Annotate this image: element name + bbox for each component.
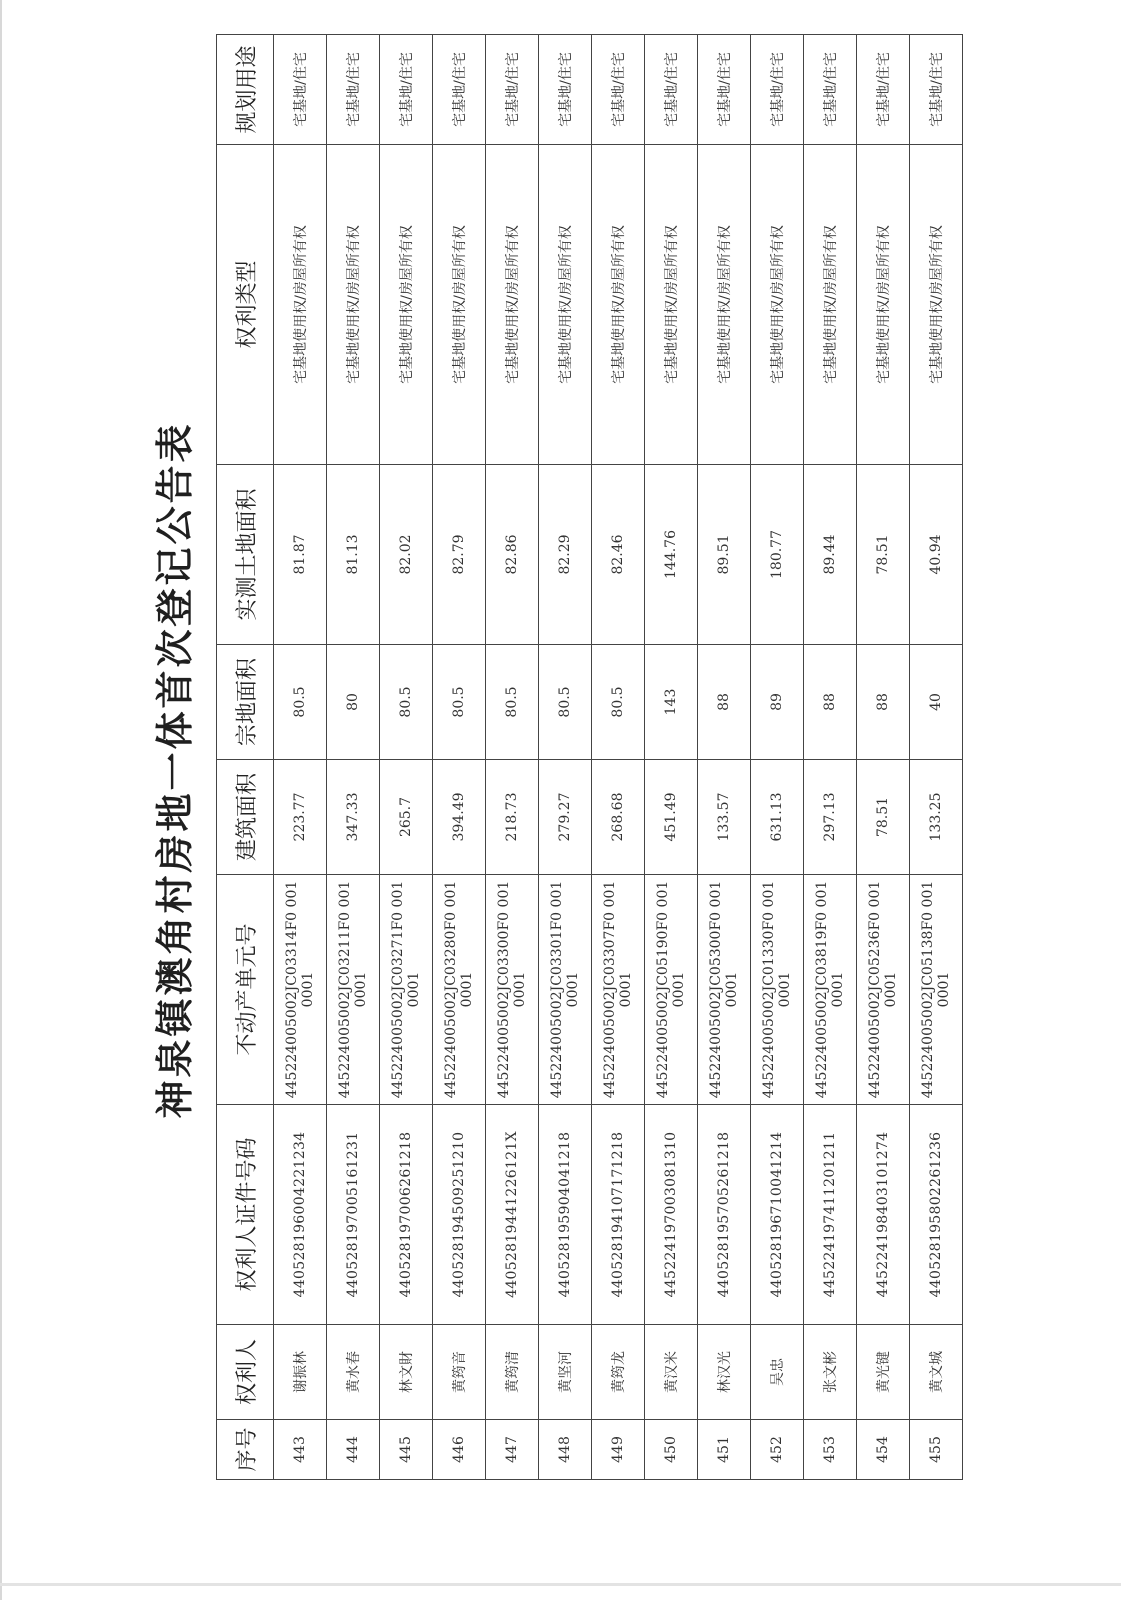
row-unit-no: 445224005002JC01330F0 0010001 [751,875,804,1105]
row-id-number: 440528196710041214 [751,1105,804,1325]
row-id-number: 445224197003081310 [645,1105,698,1325]
row-right-type: 宅基地使用权/房屋所有权 [486,145,539,465]
row-id-number: 440528195904041218 [539,1105,592,1325]
row-building-area: 631.13 [751,760,804,875]
row-id-number: 440528194107171218 [592,1105,645,1325]
row-no: 451 [698,1420,751,1480]
row-building-area: 297.13 [804,760,857,875]
row-no: 454 [857,1420,910,1480]
row-parcel-area: 88 [804,645,857,760]
row-id-number: 440528195705261218 [698,1105,751,1325]
row-unit-no: 445224005002JC03271F0 0010001 [380,875,433,1105]
row-parcel-area: 80.5 [433,645,486,760]
header-right-type: 权利类型 [217,145,274,465]
row-unit-no: 445224005002JC03280F0 0010001 [433,875,486,1105]
header-parcel-area: 宗地面积 [217,645,274,760]
row-surveyed-area: 82.79 [433,465,486,645]
row-surveyed-area: 81.87 [274,465,327,645]
row-parcel-area: 80.5 [274,645,327,760]
row-building-area: 133.57 [698,760,751,875]
table-row [751,35,804,1480]
row-right-type: 宅基地使用权/房屋所有权 [327,145,380,465]
document-title: 神泉镇澳角村房地一体首次登记公告表 [153,421,197,1119]
row-use: 宅基地/住宅 [698,35,751,145]
header-unit-no: 不动产单元号 [217,875,274,1105]
row-unit-no: 445224005002JC03307F0 0010001 [592,875,645,1105]
row-id-number: 440528195802261236 [910,1105,963,1325]
row-use: 宅基地/住宅 [910,35,963,145]
row-parcel-area: 40 [910,645,963,760]
row-surveyed-area: 180.77 [751,465,804,645]
row-surveyed-area: 82.02 [380,465,433,645]
table-row [539,35,592,1480]
header-surveyed-area: 实测土地面积 [217,465,274,645]
row-no: 452 [751,1420,804,1480]
row-building-area: 133.25 [910,760,963,875]
row-owner: 黄坚河 [539,1325,592,1420]
header-no: 序号 [217,1420,274,1480]
row-right-type: 宅基地使用权/房屋所有权 [857,145,910,465]
row-id-number: 440528196004221234 [274,1105,327,1325]
table-row [486,35,539,1480]
table-row [380,35,433,1480]
row-use: 宅基地/住宅 [274,35,327,145]
row-building-area: 78.51 [857,760,910,875]
row-unit-no: 445224005002JC03819F0 0010001 [804,875,857,1105]
table-body [274,35,963,1480]
row-surveyed-area: 89.51 [698,465,751,645]
row-parcel-area: 88 [698,645,751,760]
row-right-type: 宅基地使用权/房屋所有权 [539,145,592,465]
row-unit-no: 445224005002JC03211F0 0010001 [327,875,380,1105]
row-surveyed-area: 78.51 [857,465,910,645]
row-surveyed-area: 89.44 [804,465,857,645]
row-owner: 林汉光 [698,1325,751,1420]
row-surveyed-area: 40.94 [910,465,963,645]
registration-table [216,34,963,1480]
row-id-number: 44052819441226121X [486,1105,539,1325]
row-parcel-area: 143 [645,645,698,760]
row-building-area: 451.49 [645,760,698,875]
row-building-area: 347.33 [327,760,380,875]
row-no: 444 [327,1420,380,1480]
row-right-type: 宅基地使用权/房屋所有权 [380,145,433,465]
row-use: 宅基地/住宅 [804,35,857,145]
row-id-number: 445224198403101274 [857,1105,910,1325]
scan-edge-bottom [0,1583,1121,1586]
table-row [592,35,645,1480]
row-owner: 谢振林 [274,1325,327,1420]
row-no: 448 [539,1420,592,1480]
row-surveyed-area: 82.46 [592,465,645,645]
header-id-number: 权利人证件号码 [217,1105,274,1325]
row-parcel-area: 89 [751,645,804,760]
row-owner: 黄汉米 [645,1325,698,1420]
row-no: 443 [274,1420,327,1480]
row-owner: 黄文城 [910,1325,963,1420]
row-parcel-area: 80.5 [486,645,539,760]
rotated-page [140,0,952,1540]
row-surveyed-area: 82.86 [486,465,539,645]
row-parcel-area: 80 [327,645,380,760]
table-row [433,35,486,1480]
row-building-area: 394.49 [433,760,486,875]
row-right-type: 宅基地使用权/房屋所有权 [592,145,645,465]
row-building-area: 265.7 [380,760,433,875]
row-building-area: 218.73 [486,760,539,875]
row-owner: 黄筠清 [486,1325,539,1420]
row-no: 453 [804,1420,857,1480]
row-parcel-area: 80.5 [539,645,592,760]
table-row [327,35,380,1480]
row-building-area: 223.77 [274,760,327,875]
row-owner: 张文彬 [804,1325,857,1420]
row-unit-no: 445224005002JC05190F0 0010001 [645,875,698,1105]
header-use: 规划用途 [217,35,274,145]
row-use: 宅基地/住宅 [857,35,910,145]
row-no: 446 [433,1420,486,1480]
row-use: 宅基地/住宅 [751,35,804,145]
row-right-type: 宅基地使用权/房屋所有权 [751,145,804,465]
row-unit-no: 445224005002JC05300F0 0010001 [698,875,751,1105]
table-row [698,35,751,1480]
row-use: 宅基地/住宅 [486,35,539,145]
row-building-area: 268.68 [592,760,645,875]
row-use: 宅基地/住宅 [433,35,486,145]
row-use: 宅基地/住宅 [539,35,592,145]
row-building-area: 279.27 [539,760,592,875]
row-surveyed-area: 81.13 [327,465,380,645]
row-use: 宅基地/住宅 [592,35,645,145]
header-owner: 权利人 [217,1325,274,1420]
row-parcel-area: 80.5 [592,645,645,760]
row-no: 455 [910,1420,963,1480]
row-right-type: 宅基地使用权/房屋所有权 [274,145,327,465]
row-owner: 黄光键 [857,1325,910,1420]
row-no: 445 [380,1420,433,1480]
row-no: 449 [592,1420,645,1480]
row-owner: 林文財 [380,1325,433,1420]
row-unit-no: 445224005002JC03301F0 0010001 [539,875,592,1105]
row-unit-no: 445224005002JC05138F0 0010001 [910,875,963,1105]
header-building-area: 建筑面积 [217,760,274,875]
row-use: 宅基地/住宅 [380,35,433,145]
header-row [217,35,274,1480]
row-owner: 黄水春 [327,1325,380,1420]
table-row [645,35,698,1480]
row-no: 447 [486,1420,539,1480]
scan-edge-left [0,0,2,1600]
row-right-type: 宅基地使用权/房屋所有权 [645,145,698,465]
row-use: 宅基地/住宅 [645,35,698,145]
row-unit-no: 445224005002JC03314F0 0010001 [274,875,327,1105]
row-right-type: 宅基地使用权/房屋所有权 [433,145,486,465]
row-id-number: 445224197411201211 [804,1105,857,1325]
row-unit-no: 445224005002JC05236F0 0010001 [857,875,910,1105]
row-right-type: 宅基地使用权/房屋所有权 [698,145,751,465]
row-unit-no: 445224005002JC03300F0 0010001 [486,875,539,1105]
table-row [274,35,327,1480]
row-surveyed-area: 144.76 [645,465,698,645]
row-right-type: 宅基地使用权/房屋所有权 [804,145,857,465]
table-row [857,35,910,1480]
row-use: 宅基地/住宅 [327,35,380,145]
table-row [910,35,963,1480]
row-parcel-area: 80.5 [380,645,433,760]
row-no: 450 [645,1420,698,1480]
row-id-number: 440528197006261218 [380,1105,433,1325]
row-id-number: 440528194509251210 [433,1105,486,1325]
row-owner: 黄筠龙 [592,1325,645,1420]
row-owner: 黄筠音 [433,1325,486,1420]
row-parcel-area: 88 [857,645,910,760]
row-right-type: 宅基地使用权/房屋所有权 [910,145,963,465]
row-owner: 吴忠 [751,1325,804,1420]
row-surveyed-area: 82.29 [539,465,592,645]
table-row [804,35,857,1480]
row-id-number: 440528197005161231 [327,1105,380,1325]
